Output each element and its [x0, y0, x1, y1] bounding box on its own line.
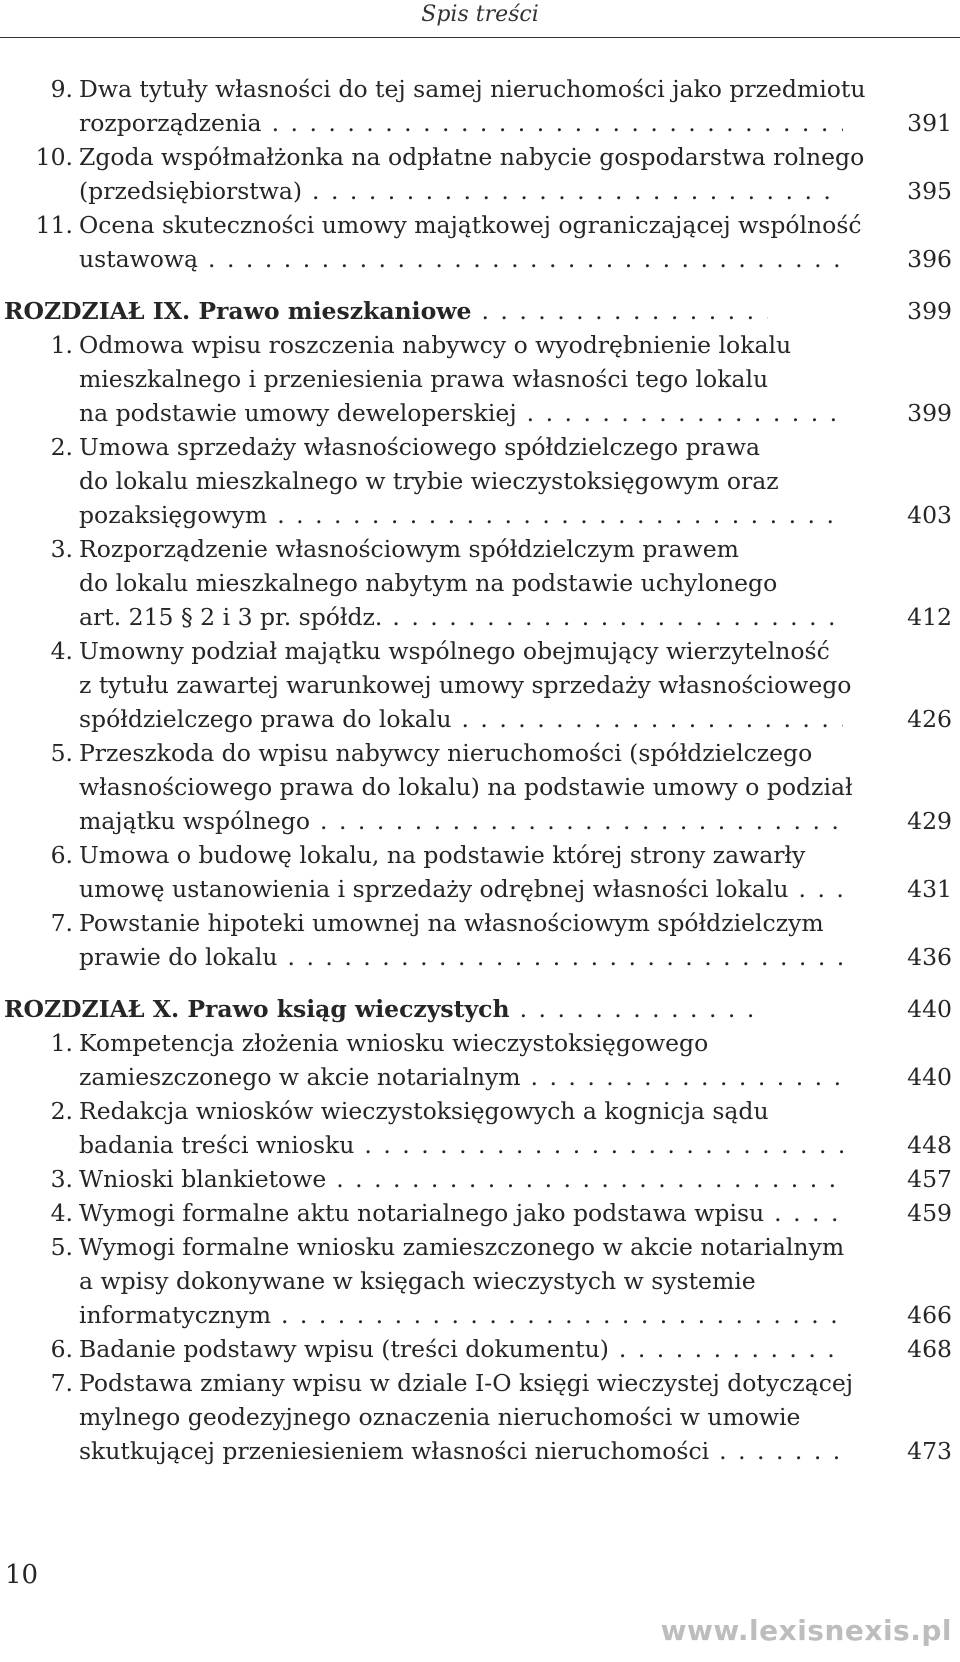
toc-item-title-line: ustawową . . .: [79, 242, 843, 276]
toc-page-ref: 395: [907, 177, 952, 205]
toc-item-number: 1.: [50, 331, 73, 359]
toc-chapter-title: ROZDZIAŁ IX. Prawo mieszkaniowe . . .: [4, 294, 768, 328]
publisher-url: www.lexisnexis.pl: [660, 1614, 952, 1647]
toc-item-number: 2.: [50, 1097, 73, 1125]
toc-item-number: 1.: [50, 1029, 73, 1057]
toc-item-title-line: badania treści wniosku . . .: [79, 1128, 843, 1162]
toc-item-number: 7.: [50, 909, 73, 937]
toc-page-ref: 440: [907, 1063, 952, 1091]
toc-item-number: 7.: [50, 1369, 73, 1397]
toc-item-title-line: Umowny podział majątku wspólnego obejmujący wierzytelność: [79, 637, 830, 665]
toc-item-title-line: (przedsiębiorstwa) . . .: [79, 174, 843, 208]
toc-page-ref: 468: [907, 1335, 952, 1363]
page-number: 10: [5, 1560, 39, 1590]
toc-item: [0, 1026, 960, 1094]
toc-page-ref: 396: [907, 245, 952, 273]
toc-item-title-line: informatycznym . . .: [79, 1298, 843, 1332]
toc-item-title-line: Dwa tytuły własności do tej samej nieruchomości jako przedmiotu: [79, 75, 866, 103]
toc-item-title-line: mieszkalnego i przeniesienia prawa własności tego lokalu: [79, 365, 769, 393]
toc-item-title-line: prawie do lokalu . . .: [79, 940, 843, 974]
toc-item-title-line: mylnego geodezyjnego oznaczenia nieruchomości w umowie: [79, 1403, 801, 1431]
toc-page-ref: 466: [907, 1301, 952, 1329]
toc-item: [0, 1196, 960, 1230]
toc-item: [0, 140, 960, 208]
toc-item-title-line: rozporządzenia . . .: [79, 106, 843, 140]
toc-item-title-line: art. 215 § 2 i 3 pr. spółdz. . . .: [79, 600, 843, 634]
toc-item-title-line: Przeszkoda do wpisu nabywcy nieruchomości (spółdzielczego: [79, 739, 813, 767]
toc-page-ref: 440: [907, 995, 952, 1023]
toc-item-title-line: Wymogi formalne aktu notarialnego jako podstawa wpisu . . .: [79, 1196, 843, 1230]
toc-page-ref: 457: [907, 1165, 952, 1193]
toc-item-title-line: Rozporządzenie własnościowym spółdzielczym prawem: [79, 535, 739, 563]
toc-page-ref: 399: [907, 297, 952, 325]
toc-page-ref: 399: [907, 399, 952, 427]
toc-item-title-line: na podstawie umowy deweloperskiej . . .: [79, 396, 843, 430]
toc-page-ref: 403: [907, 501, 952, 529]
toc-item: [0, 328, 960, 430]
toc-page-ref: 426: [907, 705, 952, 733]
toc-item: [0, 1332, 960, 1366]
table-of-contents: [0, 72, 960, 1468]
toc-chapter-title: ROZDZIAŁ X. Prawo ksiąg wieczystych . . .: [4, 992, 768, 1026]
toc-page-ref: 412: [907, 603, 952, 631]
toc-item: [0, 208, 960, 276]
toc-page-ref: 448: [907, 1131, 952, 1159]
toc-item-title-line: Redakcja wniosków wieczystoksięgowych a kognicja sądu: [79, 1097, 769, 1125]
toc-item-number: 4.: [50, 637, 73, 665]
toc-item-title-line: Kompetencja złożenia wniosku wieczystoksięgowego: [79, 1029, 709, 1057]
toc-item-title-line: własnościowego prawa do lokalu) na podstawie umowy o podział: [79, 773, 853, 801]
toc-item: [0, 1230, 960, 1332]
toc-item-title-line: Wymogi formalne wniosku zamieszczonego w akcie notarialnym: [79, 1233, 845, 1261]
toc-item-title-line: Umowa sprzedaży własnościowego spółdzielczego prawa: [79, 433, 761, 461]
toc-item: [0, 906, 960, 974]
toc-item-title-line: Podstawa zmiany wpisu w dziale I-O księgi wieczystej dotyczącej: [79, 1369, 854, 1397]
toc-item: [0, 1162, 960, 1196]
toc-item: [0, 634, 960, 736]
toc-item-title-line: do lokalu mieszkalnego nabytym na podstawie uchylonego: [79, 569, 778, 597]
toc-item-number: 3.: [50, 1165, 73, 1193]
toc-item-number: 6.: [50, 841, 73, 869]
running-header: [0, 0, 960, 38]
toc-page-ref: 459: [907, 1199, 952, 1227]
toc-item-title-line: spółdzielczego prawa do lokalu . . .: [79, 702, 843, 736]
toc-item: [0, 430, 960, 532]
toc-item-title-line: Ocena skuteczności umowy majątkowej ograniczającej wspólność: [79, 211, 862, 239]
toc-item-number: 5.: [50, 1233, 73, 1261]
toc-page-ref: 436: [907, 943, 952, 971]
toc-item-title-line: do lokalu mieszkalnego w trybie wieczystoksięgowym oraz: [79, 467, 779, 495]
toc-item-number: 9.: [50, 75, 73, 103]
toc-item: [0, 72, 960, 140]
toc-item-number: 6.: [50, 1335, 73, 1363]
toc-item-number: 11.: [35, 211, 73, 239]
toc-item: [0, 838, 960, 906]
toc-page-ref: 429: [907, 807, 952, 835]
toc-item: [0, 736, 960, 838]
toc-item-title-line: pozaksięgowym . . .: [79, 498, 843, 532]
toc-item: [0, 532, 960, 634]
toc-item-title-line: Odmowa wpisu roszczenia nabywcy o wyodrębnienie lokalu: [79, 331, 792, 359]
running-header-title: Spis treści: [421, 2, 539, 27]
toc-item-number: 3.: [50, 535, 73, 563]
toc-item-title-line: Zgoda współmałżonka na odpłatne nabycie gospodarstwa rolnego: [79, 143, 865, 171]
toc-item-title-line: Umowa o budowę lokalu, na podstawie której strony zawarły: [79, 841, 806, 869]
toc-item-title-line: a wpisy dokonywane w księgach wieczystych w systemie: [79, 1267, 756, 1295]
toc-item-number: 10.: [35, 143, 73, 171]
toc-item-title-line: umowę ustanowienia i sprzedaży odrębnej własności lokalu . . .: [79, 872, 843, 906]
toc-item-title-line: skutkującej przeniesieniem własności nieruchomości . . .: [79, 1434, 843, 1468]
toc-chapter: [0, 992, 960, 1026]
toc-item-title-line: majątku wspólnego . . .: [79, 804, 843, 838]
toc-page-ref: 431: [907, 875, 952, 903]
toc-item: [0, 1366, 960, 1468]
toc-page-ref: 473: [907, 1437, 952, 1465]
toc-item-title-line: Wnioski blankietowe . . .: [79, 1162, 843, 1196]
toc-item-title-line: Powstanie hipoteki umownej na własnościowym spółdzielczym: [79, 909, 824, 937]
toc-item-number: 2.: [50, 433, 73, 461]
toc-item-number: 4.: [50, 1199, 73, 1227]
toc-page-ref: 391: [907, 109, 952, 137]
toc-item-title-line: zamieszczonego w akcie notarialnym . . .: [79, 1060, 843, 1094]
toc-item-title-line: Badanie podstawy wpisu (treści dokumentu) . . .: [79, 1332, 843, 1366]
toc-item-number: 5.: [50, 739, 73, 767]
toc-item: [0, 1094, 960, 1162]
toc-chapter: [0, 294, 960, 328]
toc-item-title-line: z tytułu zawartej warunkowej umowy sprzedaży własnościowego: [79, 671, 852, 699]
